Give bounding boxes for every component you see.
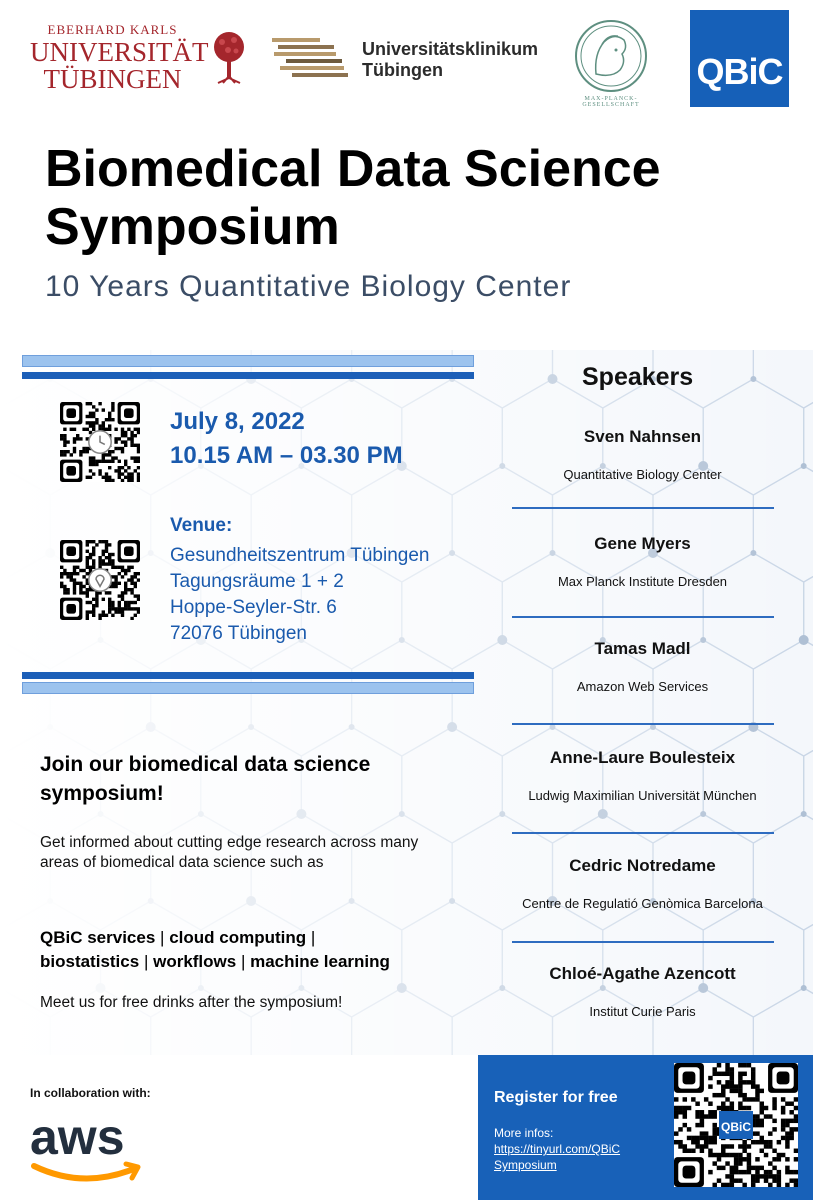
- topic-item: machine learning: [250, 952, 390, 971]
- decorative-bar: [22, 372, 474, 379]
- speaker-name: Gene Myers: [594, 534, 691, 553]
- register-link[interactable]: https://tinyurl.com/QBiC Symposium: [494, 1142, 621, 1172]
- location-qr-code[interactable]: [60, 540, 140, 620]
- aws-logo: [28, 1108, 148, 1188]
- venue-line: Hoppe-Seyler-Str. 6: [170, 597, 337, 618]
- speakers-heading: Speakers: [582, 363, 694, 391]
- event-date: July 8, 2022: [170, 408, 305, 435]
- speaker-name: Anne-Laure Boulesteix: [549, 748, 736, 767]
- speaker-affiliation: Amazon Web Services: [576, 679, 709, 694]
- collaboration-label: In collaboration with:: [30, 1086, 151, 1100]
- title-line: Biomedical Data Science: [45, 140, 661, 198]
- page-subtitle: 10 Years Quantitative Biology Center: [45, 270, 572, 303]
- event-time: 10.15 AM – 03.30 PM: [170, 442, 403, 469]
- venue-line: 72076 Tübingen: [170, 623, 307, 644]
- decorative-bar: [22, 682, 474, 694]
- more-infos-label: More infos:: [494, 1126, 554, 1140]
- speaker-divider: [512, 507, 774, 509]
- event-datetime: [170, 405, 403, 473]
- intro-headline: Join our biomedical data science symposium!: [40, 753, 371, 805]
- venue-line: Tagungsräume 1 + 2: [170, 571, 344, 592]
- speaker-entry: [495, 856, 790, 911]
- mpg-caption: MAX-PLANCK-GESELLSCHAFT: [582, 96, 640, 108]
- aws-logo-text: aws: [30, 1109, 125, 1165]
- logo-line: Universitätsklinikum: [362, 39, 539, 59]
- speaker-entry: [495, 748, 790, 803]
- calendar-qr-code[interactable]: [60, 402, 140, 482]
- max-planck-logo: [556, 14, 666, 108]
- speaker-divider: [512, 941, 774, 943]
- topic-separator: |: [310, 928, 316, 947]
- speaker-entry: [495, 534, 790, 589]
- speaker-name: Cedric Notredame: [569, 856, 716, 875]
- speaker-name: Chloé-Agathe Azencott: [549, 964, 736, 983]
- intro-body: Get informed about cutting edge research across many areas of biomedical data science such as: [40, 834, 419, 871]
- speaker-divider: [512, 832, 774, 834]
- university-hospital-logo: [272, 36, 542, 80]
- venue-line: Gesundheitszentrum Tübingen: [170, 545, 430, 566]
- decorative-bar: [22, 355, 474, 367]
- speaker-affiliation: Ludwig Maximilian Universität München: [528, 788, 757, 803]
- topic-separator: |: [240, 952, 246, 971]
- qbic-logo: QBiC: [690, 10, 789, 107]
- logo-line: UNIVERSITÄT: [30, 37, 209, 67]
- topic-separator: |: [143, 952, 149, 971]
- speaker-entry: [495, 964, 790, 1019]
- logo-line: TÜBINGEN: [43, 64, 182, 94]
- venue-address: [170, 543, 429, 647]
- tree-emblem-icon: [212, 30, 246, 84]
- speaker-divider: [512, 616, 774, 618]
- register-qr-code[interactable]: [674, 1063, 798, 1187]
- svg-text:QBiC: QBiC: [721, 1120, 751, 1134]
- minerva-seal-icon: [556, 14, 666, 98]
- speaker-divider: [512, 723, 774, 725]
- title-line: Symposium: [45, 198, 340, 256]
- logo-line: EBERHARD KARLS: [47, 22, 178, 37]
- topic-item: QBiC services: [40, 928, 156, 947]
- topic-item: biostatistics: [40, 952, 140, 971]
- page-title: [45, 140, 785, 256]
- topic-list: [40, 926, 460, 974]
- drinks-note: Meet us for free drinks after the symposium!: [40, 994, 343, 1011]
- venue-label: Venue:: [170, 515, 233, 536]
- speaker-affiliation: Quantitative Biology Center: [563, 467, 722, 482]
- topic-item: cloud computing: [169, 928, 307, 947]
- hospital-stripes-icon: [272, 36, 352, 80]
- speaker-affiliation: Institut Curie Paris: [589, 1004, 696, 1019]
- speaker-affiliation: Centre de Regulatió Genòmica Barcelona: [522, 896, 763, 911]
- decorative-bar: [22, 672, 474, 679]
- university-tuebingen-logo: [30, 22, 209, 94]
- logo-line: Tübingen: [362, 60, 443, 80]
- speaker-entry: [495, 639, 790, 694]
- speaker-name: Sven Nahnsen: [583, 427, 702, 446]
- speaker-entry: [495, 427, 790, 482]
- topic-separator: |: [160, 928, 165, 947]
- speaker-name: Tamas Madl: [594, 639, 691, 658]
- register-title: Register for free: [494, 1089, 618, 1106]
- register-panel: [478, 1055, 813, 1200]
- speaker-affiliation: Max Planck Institute Dresden: [557, 574, 728, 589]
- topic-item: workflows: [153, 952, 237, 971]
